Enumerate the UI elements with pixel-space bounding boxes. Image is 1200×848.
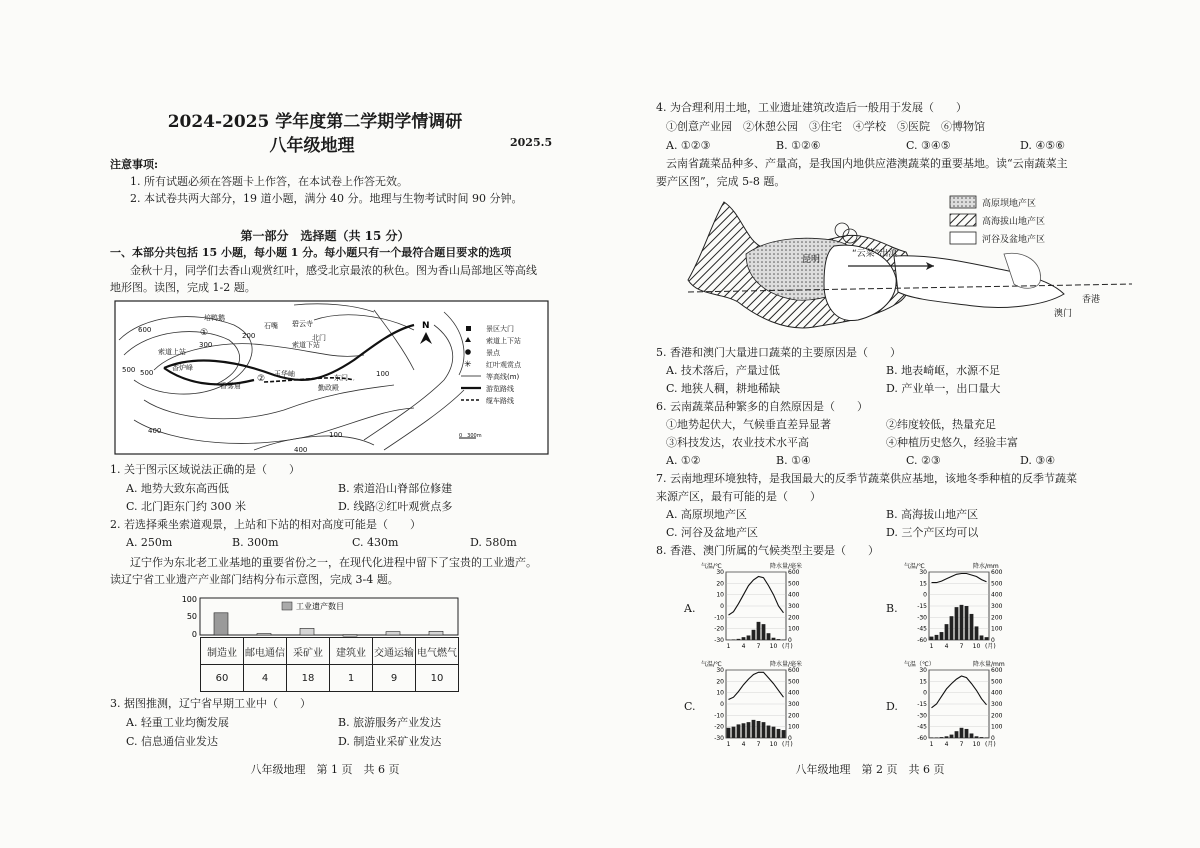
intro-3b: 要产区图”，完成 5-8 题。 [656,175,786,188]
svg-text:400: 400 [294,446,308,454]
industry-ytick-0: 0 [191,630,197,639]
q3-option-a[interactable]: A. 轻重工业均衡发展 [126,716,229,729]
climate-chart-a [700,560,815,655]
industry-value: 18 [287,665,330,692]
month-tick: 7 [959,643,964,650]
svg-text:培鸭鹅: 培鸭鹅 [204,314,225,322]
q7-option-a[interactable]: A. 高原坝地产区 [666,508,747,521]
precip-bar [727,728,731,738]
precip-bar [737,724,741,738]
month-tick: 4 [741,741,746,748]
q6-statement-2: ②纬度较低，热量充足 [886,418,996,431]
precip-bar [975,736,979,738]
map-label-yuncai: “云菜”出滇 [852,249,898,259]
industry-value: 1 [330,665,373,692]
temp-tick: -10 [714,712,724,720]
q6-option-a[interactable]: A. ①② [666,454,701,467]
svg-text:100: 100 [376,370,390,378]
precip-tick: 300 [991,701,1003,708]
precip-tick: 600 [991,667,1003,674]
precip-tick: 200 [788,712,800,720]
svg-text:500: 500 [140,369,154,377]
svg-text:400: 400 [148,427,162,435]
q1-option-c[interactable]: C. 北门距东门约 300 米 [126,500,247,513]
q1-option-a[interactable]: A. 地势大致东高西低 [126,482,229,495]
precip-bar [965,606,969,640]
precip-bar [985,737,989,738]
precip-bar [747,635,751,640]
month-tick: 4 [944,741,949,748]
temp-tick: -60 [917,735,927,742]
precip-bar [960,605,964,640]
temp-tick: -30 [714,735,724,742]
q6-option-b[interactable]: B. ①④ [776,454,811,467]
month-tick: 10 [769,643,778,650]
precip-bar [742,637,746,640]
precip-bar [975,626,979,640]
precip-tick: 0 [788,637,792,644]
precip-bar [747,722,751,738]
q4-option-a[interactable]: A. ①②③ [666,139,711,152]
q6-stem: 6. 云南蔬菜品种繁多的自然原因是（ ） [656,400,868,413]
industry-category: 交通运输 [373,638,416,665]
temp-tick: 10 [716,689,724,697]
precip-tick: 500 [788,678,800,686]
precip-bar [930,637,934,640]
page-footer-1: 八年级地理 第 1 页 共 6 页 [250,763,400,776]
precip-bar [970,733,974,738]
q7-option-c[interactable]: C. 河谷及盆地产区 [666,526,759,539]
climate-ylabel-right: 降水/mm [973,563,999,570]
precip-bar [955,607,959,640]
q5-option-b[interactable]: B. 地表崎岖，水源不足 [886,364,1001,377]
svg-text:石嘴: 石嘴 [264,322,278,330]
precip-bar [752,720,756,738]
svg-text:✳: ✳ [464,360,472,370]
month-unit: (月) [782,643,793,650]
exam-title: 2024-2025 学年度第二学期学情调研 [167,112,463,132]
svg-text:游览路线: 游览路线 [486,385,514,393]
month-tick: 1 [726,643,731,650]
industry-bar [214,613,228,635]
q2-option-a[interactable]: A. 250m [126,536,173,549]
temp-tick: -15 [917,603,927,610]
precip-tick: 600 [991,569,1003,576]
precip-bar [777,729,781,738]
temp-tick: -60 [917,637,927,644]
precip-bar [772,638,776,640]
month-unit: (月) [985,643,996,650]
q6-option-d[interactable]: D. ③④ [1020,454,1056,467]
q4-stem: 4. 为合理利用土地，工业遗址建筑改造后一般用于发展（ ） [656,101,967,114]
precip-bar [945,624,949,640]
precip-bar [960,728,964,738]
q1-stem: 1. 关于图示区域说法正确的是（ ） [110,463,300,476]
precip-tick: 100 [991,723,1003,731]
industry-ytick-100: 100 [181,595,197,604]
exam-subtitle: 八年级地理 [269,136,355,156]
precip-bar [980,635,984,640]
temp-line [932,574,987,583]
temp-tick: 15 [919,678,927,686]
precip-tick: 500 [991,678,1003,686]
map-label-macau: 澳门 [1054,309,1073,319]
industry-bar [257,634,271,636]
svg-text:高原坝地产区: 高原坝地产区 [982,199,1037,209]
temp-line [729,577,784,616]
q4-option-b[interactable]: B. ①②⑥ [776,139,821,152]
precip-tick: 300 [788,701,800,708]
precip-bar [767,726,771,738]
exam-date: 2025.5 [510,136,553,149]
temp-line [729,672,784,699]
svg-text:500: 500 [122,366,136,374]
industry-category: 制造业 [201,638,244,665]
q3-option-c[interactable]: C. 信息通信业发达 [126,735,219,748]
temp-line [932,676,987,708]
industry-table [200,637,459,692]
temp-tick: -30 [917,614,927,622]
q4-option-d[interactable]: D. ④⑤⑥ [1020,139,1066,152]
precip-bar [757,721,761,738]
q3-stem: 3. 据图推测，辽宁省早期工业中（ ） [110,697,311,710]
month-tick: 10 [972,741,981,748]
month-unit: (月) [985,741,996,748]
q5-stem: 5. 香港和澳门大量进口蔬菜的主要原因是（ ） [656,346,901,359]
climate-ylabel-right: 降水量/毫米 [770,661,803,668]
precip-tick: 600 [788,667,800,674]
temp-tick: -45 [917,723,927,731]
precip-tick: 200 [991,614,1003,622]
q2-option-c[interactable]: C. 430m [352,536,399,549]
climate-ylabel-left: 气温/℃ [701,563,722,570]
svg-text:100: 100 [329,431,343,439]
precip-tick: 200 [991,712,1003,720]
temp-tick: -15 [917,701,927,708]
map-label-kunming: 昆明 [802,255,821,265]
precip-tick: 600 [788,569,800,576]
precip-bar [950,735,954,738]
precip-bar [985,637,989,640]
notice-head: 注意事项: [110,158,159,171]
intro-1a: 金秋十月，同学们去香山观赏红叶，感受北京最浓的秋色。图为香山局部地区等高线 [130,264,537,277]
svg-text:香雾窟: 香雾窟 [220,382,241,390]
precip-bar [970,614,974,640]
intro-3a: 云南省蔬菜品种多、产量高，是我国内地供应港澳蔬菜的重要基地。读“云南蔬菜主 [666,157,1068,170]
q5-option-c[interactable]: C. 地狭人稠，耕地稀缺 [666,382,781,395]
svg-text:东门: 东门 [334,374,348,382]
industry-value: 10 [416,665,459,692]
temp-tick: -20 [714,723,724,731]
precip-tick: 100 [991,625,1003,633]
industry-value: 9 [373,665,416,692]
temp-tick: 0 [720,603,724,610]
month-tick: 7 [756,643,761,650]
month-tick: 4 [741,643,746,650]
industry-value: 4 [244,665,287,692]
svg-text:碧云寺: 碧云寺 [292,320,313,328]
precip-bar [945,736,949,738]
temp-tick: -30 [917,712,927,720]
precip-bar [762,624,766,640]
industry-category: 建筑业 [330,638,373,665]
q8-option-b[interactable]: B. [886,602,898,615]
industry-chart [181,592,464,692]
precip-tick: 0 [991,735,995,742]
region-legend [950,196,1045,245]
temp-tick: -30 [714,637,724,644]
temp-tick: 30 [716,667,724,674]
q5-option-a[interactable]: A. 技术落后，产量过低 [666,364,780,377]
precip-bar [955,731,959,738]
precip-bar [935,737,939,738]
temp-tick: 0 [720,701,724,708]
q3-option-b[interactable]: B. 旅游服务产业发达 [338,716,442,729]
svg-text:索道上下站: 索道上下站 [486,337,521,345]
temp-tick: -10 [714,614,724,622]
precip-tick: 100 [788,723,800,731]
climate-ylabel-left: 气温/℃ [701,661,722,668]
precip-bar [742,723,746,738]
temp-tick: -45 [917,625,927,633]
precip-tick: 300 [991,603,1003,610]
precip-bar [965,729,969,738]
month-tick: 10 [769,741,778,748]
svg-text:N: N [422,321,430,331]
q7-option-b[interactable]: B. 高海拔山地产区 [886,508,979,521]
q7-option-d[interactable]: D. 三个产区均可以 [886,526,979,539]
climate-ylabel-right: 降水量/毫米 [770,563,803,570]
climate-chart-d [903,658,1018,753]
precip-tick: 0 [788,735,792,742]
precip-bar [980,737,984,738]
svg-text:缆车路线: 缆车路线 [486,397,514,405]
industry-bar [429,631,443,635]
precip-tick: 400 [788,591,800,599]
intro-2a: 辽宁作为东北老工业基地的重要省份之一，在现代化进程中留下了宝贵的工业遗产。 [130,556,537,569]
precip-bar [732,727,736,738]
precip-bar [930,737,934,738]
precip-tick: 500 [788,580,800,588]
precip-bar [732,639,736,640]
temp-tick: 15 [919,580,927,588]
temp-tick: 0 [923,689,927,697]
temp-tick: 20 [716,580,724,588]
q7-stem-a: 7. 云南地理环境独特，是我国最大的反季节蔬菜供应基地，该地冬季种植的反季节蔬菜 [656,472,1077,485]
precip-tick: 0 [991,637,995,644]
industry-category: 邮电通信 [244,638,287,665]
climate-chart-b [903,560,1018,655]
precip-bar [935,635,939,640]
svg-text:河谷及盆地产区: 河谷及盆地产区 [982,235,1046,245]
precip-tick: 300 [788,603,800,610]
temp-tick: 30 [919,667,927,674]
q7-stem-b: 来源产区，最有可能的是（ ） [656,490,821,503]
map-label-hongkong: 香港 [1082,295,1101,305]
q8-stem: 8. 香港、澳门所属的气候类型主要是（ ） [656,544,879,557]
precip-bar [762,722,766,738]
q2-option-d[interactable]: D. 580m [470,536,517,549]
precip-bar [940,737,944,738]
precip-tick: 400 [991,591,1003,599]
q4-items: ①创意产业园 ②休憩公园 ③住宅 ④学校 ⑤医院 ⑥博物馆 [666,120,985,133]
svg-text:高海拔山地产区: 高海拔山地产区 [982,217,1046,227]
precip-bar [767,633,771,640]
industry-category: 电气燃气 [416,638,459,665]
q8-option-c[interactable]: C. [684,700,696,713]
q8-option-a[interactable]: A. [684,602,696,615]
svg-text:北门: 北门 [312,334,326,342]
q5-option-d[interactable]: D. 产业单一，出口量大 [886,382,1001,395]
temp-tick: 10 [716,591,724,599]
svg-text:索道上站: 索道上站 [158,348,186,356]
part-heading: 第一部分 选择题（共 15 分） [240,229,410,243]
q6-option-c[interactable]: C. ②③ [906,454,941,467]
q2-option-b[interactable]: B. 300m [232,536,279,549]
svg-text:勤政殿: 勤政殿 [318,384,339,392]
q6-statement-1: ①地势起伏大，气候垂直差异显著 [666,418,831,431]
svg-text:景区大门: 景区大门 [486,325,514,333]
svg-text:红叶观赏点: 红叶观赏点 [486,361,521,369]
temp-tick: 30 [919,569,927,576]
svg-text:200: 200 [242,332,256,340]
month-tick: 7 [959,741,964,748]
industry-bar [386,632,400,635]
industry-chart-title: 工业遗产数目 [296,602,344,611]
page-footer-2: 八年级地理 第 2 页 共 6 页 [795,763,945,776]
q3-option-d[interactable]: D. 制造业采矿业发达 [338,735,442,748]
precip-tick: 100 [788,625,800,633]
exam-page-2 [600,0,1200,848]
precip-bar [752,630,756,640]
temp-tick: 30 [716,569,724,576]
month-tick: 1 [929,643,934,650]
temp-tick: 0 [923,591,927,599]
precip-bar [777,639,781,640]
month-tick: 4 [944,643,949,650]
precip-bar [757,622,761,640]
month-tick: 1 [929,741,934,748]
q6-statement-4: ④种植历史悠久，经验丰富 [886,436,1018,449]
yunnan-map [684,192,1144,340]
notice-item-2: 2. 本试卷共两大部分，19 道小题，满分 40 分。地理与生物考试时间 90 分钟。 [130,192,523,205]
q2-stem: 2. 若选择乘坐索道观景，上站和下站的相对高度可能是（ ） [110,518,421,531]
q4-option-c[interactable]: C. ③④⑤ [906,139,951,152]
svg-text:香炉峰: 香炉峰 [172,364,193,372]
precip-tick: 500 [991,580,1003,588]
precip-bar [950,616,954,640]
climate-ylabel-left: 气温/℃ [904,563,925,570]
temp-tick: 20 [716,678,724,686]
notice-item-1: 1. 所有试题必须在答题卡上作答，在本试卷上作答无效。 [130,175,408,188]
industry-ytick-50: 50 [186,612,197,621]
svg-text:等高线(m): 等高线(m) [486,373,520,381]
svg-text:300: 300 [199,341,213,349]
q1-option-b[interactable]: B. 索道沿山脊部位修建 [338,482,453,495]
precip-bar [782,730,786,738]
precip-tick: 200 [788,614,800,622]
svg-text:①: ① [200,328,209,338]
svg-text:玉华岫: 玉华岫 [274,370,295,378]
precip-bar [737,639,741,640]
industry-title-box [282,602,292,610]
contour-map [114,300,549,455]
month-tick: 7 [756,741,761,748]
temp-tick: -20 [714,625,724,633]
industry-category: 采矿业 [287,638,330,665]
svg-text:②: ② [257,374,266,384]
svg-text:0 300m: 0 300m [459,433,482,439]
precip-bar [772,727,776,738]
section-heading: 一、本部分共包括 15 小题，每小题 1 分。每小题只有一个最符合题目要求的选项 [110,246,512,259]
industry-value: 60 [201,665,244,692]
q1-option-d[interactable]: D. 线路②红叶观赏点多 [338,500,453,513]
q8-option-d[interactable]: D. [886,700,898,713]
month-unit: (月) [782,741,793,748]
svg-text:600: 600 [138,326,152,334]
climate-ylabel-left: 气温（℃） [904,661,935,668]
intro-2b: 读辽宁省工业遗产产业部门结构分布示意图，完成 3-4 题。 [110,573,399,586]
precip-tick: 400 [788,689,800,697]
precip-bar [940,632,944,640]
precip-tick: 400 [991,689,1003,697]
svg-text:索道下站: 索道下站 [292,341,320,349]
month-tick: 10 [972,643,981,650]
industry-bar [300,628,314,635]
month-tick: 1 [726,741,731,748]
industry-bar [343,635,357,637]
intro-1b: 地形图。读图，完成 1-2 题。 [110,281,256,294]
climate-ylabel-right: 降水量/mm [973,661,1005,668]
climate-chart-c [700,658,815,753]
q6-statement-3: ③科技发达，农业技术水平高 [666,436,809,449]
svg-text:景点: 景点 [486,349,500,357]
